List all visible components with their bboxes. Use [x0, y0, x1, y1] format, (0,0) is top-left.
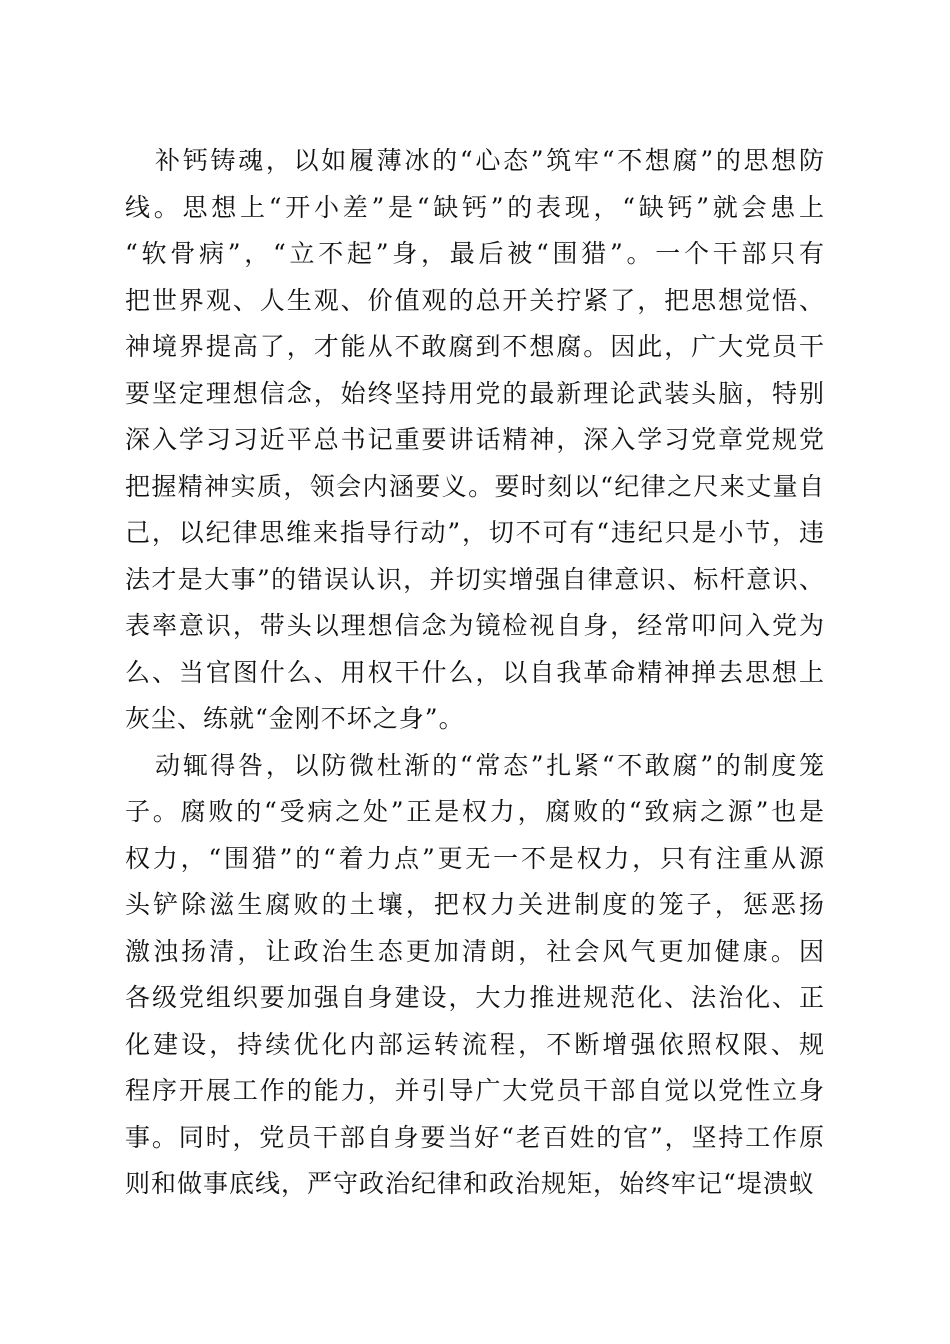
- text-line: 程序开展工作的能力，并引导广大党员干部自觉以党性立身: [125, 1076, 825, 1105]
- text-line: 神境界提高了，才能从不敢腐到不想腐。因此，广大党员干: [125, 332, 825, 361]
- text-line: 补钙铸魂，以如履薄冰的“心态”筑牢“不想腐”的思想防: [155, 146, 825, 175]
- text-line: 把握精神实质，领会内涵要义。要时刻以“纪律之尺来丈量自: [125, 471, 825, 501]
- text-line: 把世界观、人生观、价值观的总开关拧紧了，把思想觉悟、: [125, 285, 825, 315]
- text-line: 各级党组织要加强自身建设，大力推进规范化、法治化、正: [125, 983, 825, 1012]
- text-line: 灰尘、练就“金刚不坏之身”。: [125, 704, 465, 733]
- text-line: “软骨病”，“立不起”身，最后被“围猎”。一个干部只有: [125, 239, 825, 268]
- text-line: 子。腐败的“受病之处”正是权力，腐败的“致病之源”也是: [125, 797, 825, 826]
- text-line: 表率意识，带头以理想信念为镜检视自身，经常叩问入党为: [125, 611, 825, 640]
- text-line: 要坚定理想信念，始终坚持用党的最新理论武装头脑，特别: [125, 378, 825, 408]
- text-line: 法才是大事”的错误认识，并切实增强自律意识、标杆意识、: [125, 564, 825, 594]
- paragraph: [125, 138, 825, 743]
- paragraph: [125, 743, 825, 1208]
- text-line: 线。思想上“开小差”是“缺钙”的表现，“缺钙”就会患上: [125, 192, 825, 222]
- text-line: 权力，“围猎”的“着力点”更无一不是权力，只有注重从源: [125, 843, 825, 873]
- text-line: 则和做事底线，严守政治纪律和政治规矩，始终牢记“堤溃蚁: [125, 1169, 815, 1198]
- text-line: 深入学习习近平总书记重要讲话精神，深入学习党章党规党: [125, 425, 825, 454]
- text-line: 么、当官图什么、用权干什么，以自我革命精神掸去思想上: [125, 657, 825, 687]
- text-line: 激浊扬清，让政治生态更加清朗，社会风气更加健康。因: [125, 936, 825, 966]
- text-line: 己，以纪律思维来指导行动”，切不可有“违纪只是小节，违: [125, 518, 825, 547]
- text-line: 化建设，持续优化内部运转流程，不断增强依照权限、规: [125, 1029, 825, 1059]
- text-line: 事。同时，党员干部自身要当好“老百姓的官”，坚持工作原: [125, 1122, 825, 1152]
- text-line: 头铲除滋生腐败的土壤，把权力关进制度的笼子，惩恶扬: [125, 890, 825, 919]
- text-line: 动辄得咎，以防微杜渐的“常态”扎紧“不敢腐”的制度笼: [155, 750, 825, 780]
- document-body: [125, 138, 825, 1208]
